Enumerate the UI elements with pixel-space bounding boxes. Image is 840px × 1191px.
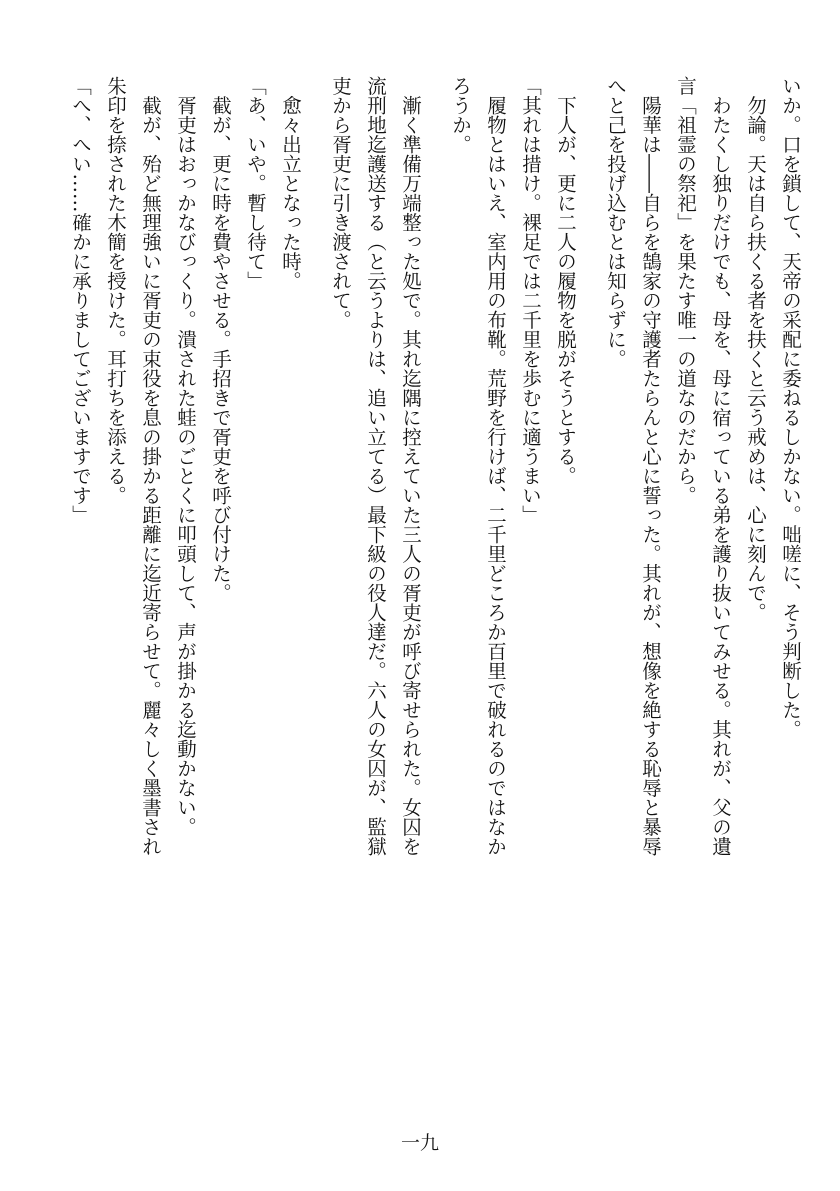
text-line: 漸く準備万端整った処で。其れ迄隅に控えていた三人の胥吏が呼び寄せられた。女囚を: [399, 76, 422, 856]
page-number: 一九: [400, 1132, 439, 1154]
text-line: 截が、更に時を費やさせる。手招きで胥吏を呼び付けた。: [209, 76, 232, 603]
text-line: 朱印を捺された木簡を授けた。耳打ちを添える。: [104, 76, 127, 505]
text-line: 下人が、更に二人の履物を脱がそうとする。: [554, 76, 577, 486]
text-line: へと己を投げ込むとは知らずに。: [604, 76, 627, 369]
text-line: 截が、殆ど無理強いに胥吏の束役を息の掛かる距離に迄近寄らせて。麗々しく墨書され: [139, 76, 162, 856]
text-line: 陽華は――自らを鵠家の守護者たらんと心に誓った。其れが、想像を絶する恥辱と暴辱: [639, 76, 662, 856]
text-line: 勿論。天は自ら扶くる者を扶くと云う戒めは、心に刻んで。: [744, 76, 767, 622]
text-line: 「あ、いや。暫し待て」: [244, 76, 267, 291]
text-line: 流刑地迄護送する（と云うよりは、追い立てる）最下級の役人達だ。六人の女囚が、監獄: [364, 76, 387, 856]
text-line: 「其れは措け。裸足では二千里を歩むに適うまい」: [519, 76, 542, 525]
text-line: 履物とはいえ、室内用の布靴。荒野を行けば、二千里どころか百里で破れるのではなか: [484, 76, 507, 856]
text-line: いか。口を鎖して、天帝の采配に委ねるしかない。咄嗟に、そう判断した。: [779, 76, 802, 739]
text-line: 言「祖霊の祭祀」を果たす唯一の道なのだから。: [674, 76, 697, 505]
text-line: 吏から胥吏に引き渡されて。: [329, 76, 352, 330]
text-line: 「へ、へい……確かに承りましてございますです」: [69, 76, 92, 525]
text-line: わたくし独りだけでも、母を、母に宿っている弟を護り抜いてみせる。其れが、父の遺: [709, 76, 732, 856]
text-line: 愈々出立となった時。: [279, 76, 302, 291]
text-line: 胥吏はおっかなびっくり。潰された蛙のごとくに叩頭して、声が掛かる迄動かない。: [174, 76, 197, 837]
text-line: ろうか。: [449, 76, 472, 154]
